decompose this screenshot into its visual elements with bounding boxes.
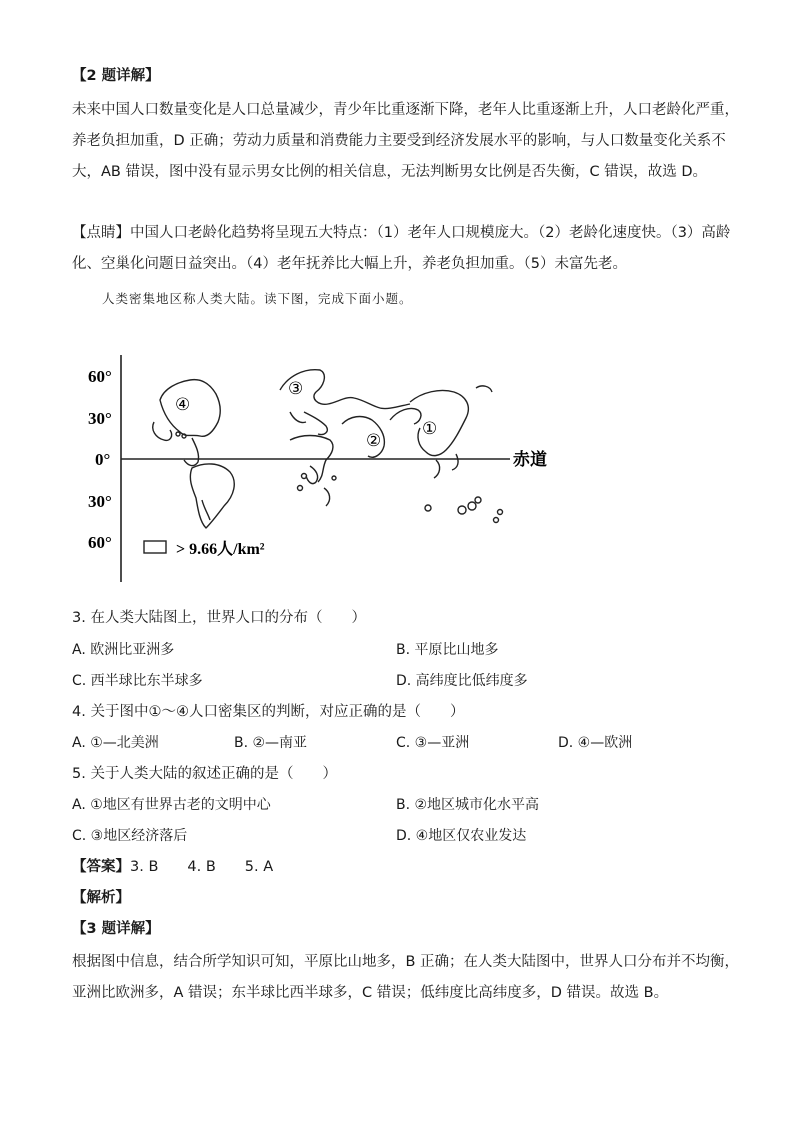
legend-label: > 9.66人/km²: [176, 541, 265, 558]
legend-swatch: [144, 541, 166, 553]
lat-label-30n: 30°: [88, 409, 112, 428]
q3-detail-header: 【3 题详解】: [72, 921, 160, 937]
south-america-outline: [190, 464, 234, 528]
q5-option-b[interactable]: B. ②地区城市化水平高: [396, 797, 540, 813]
region-label-3: ③: [288, 379, 304, 399]
q3-option-b[interactable]: B. 平原比山地多: [396, 642, 499, 658]
q3-detail-line-2: 亚洲比欧洲多，A 错误；东半球比西半球多，C 错误；低纬度比高纬度多，D 错误。故选 B。: [72, 985, 669, 1001]
q4-option-d[interactable]: D. ④—欧洲: [558, 735, 633, 751]
q3-stem: 3. 在人类大陆图上，世界人口的分布（ ）: [72, 610, 366, 626]
analysis-label: 【解析】: [72, 890, 130, 906]
lat-label-60n: 60°: [88, 367, 112, 386]
lat-label-0: 0°: [95, 450, 111, 469]
q5-option-a[interactable]: A. ①地区有世界古老的文明中心: [72, 797, 271, 813]
q2-detail-line-1: 未来中国人口数量变化是人口总量减少，青少年比重逐渐下降，老年人比重逐渐上升，人口老龄化严重，: [72, 102, 739, 118]
q3-option-a[interactable]: A. 欧洲比亚洲多: [72, 642, 175, 658]
q3-option-d[interactable]: D. 高纬度比低纬度多: [396, 673, 528, 689]
pointing-line-2: 化、空巢化问题日益突出。（4）老年抚养比大幅上升，养老负担加重。（5）未富先老。: [72, 256, 627, 272]
central-america: [184, 438, 199, 466]
q4-stem: 4. 关于图中①～④人口密集区的判断，对应正确的是（ ）: [72, 704, 465, 720]
pointing-line-1: 【点睛】中国人口老龄化趋势将呈现五大特点：（1）老年人口规模庞大。（2）老龄化速度快。（3）高龄: [72, 225, 731, 241]
answer-label: 【答案】: [72, 859, 130, 875]
q5-option-c[interactable]: C. ③地区经济落后: [72, 828, 188, 844]
east-asia-outline: [410, 390, 468, 455]
region-label-1: ①: [422, 419, 438, 439]
q3-detail-line-1: 根据图中信息，结合所学知识可知，平原比山地多，B 正确；在人类大陆图中，世界人口分布并不均衡，: [72, 954, 740, 970]
region-label-2: ②: [366, 431, 382, 451]
human-continent-map: [80, 350, 560, 590]
north-america-west-coast: [153, 422, 172, 440]
q5-option-d[interactable]: D. ④地区仅农业发达: [396, 828, 527, 844]
question-intro: 人类密集地区称人类大陆。读下图，完成下面小题。: [102, 291, 413, 306]
q4-option-c[interactable]: C. ③—亚洲: [396, 735, 470, 751]
q2-detail-line-3: 大，AB 错误，图中没有显示男女比例的相关信息，无法判断男女比例是否失衡，C 错误，故选 D。: [72, 164, 707, 180]
lat-label-30s: 30°: [88, 492, 112, 511]
q4-option-a[interactable]: A. ①—北美洲: [72, 735, 159, 751]
answer-line: [72, 857, 273, 877]
equator-label: 赤道: [513, 450, 547, 470]
lat-label-60s: 60°: [88, 533, 112, 552]
q3-option-c[interactable]: C. 西半球比东半球多: [72, 673, 203, 689]
answer-text: 3. B 4. B 5. A: [130, 859, 274, 875]
q2-detail-line-2: 养老负担加重，D 正确；劳动力质量和消费能力主要受到经济发展水平的影响，与人口数量变化关系不: [72, 133, 726, 149]
q2-detail-header: 【2 题详解】: [72, 68, 160, 84]
q4-option-b[interactable]: B. ②—南亚: [234, 735, 308, 751]
q5-stem: 5. 关于人类大陆的叙述正确的是（ ）: [72, 766, 337, 782]
region-label-4: ④: [175, 395, 191, 415]
